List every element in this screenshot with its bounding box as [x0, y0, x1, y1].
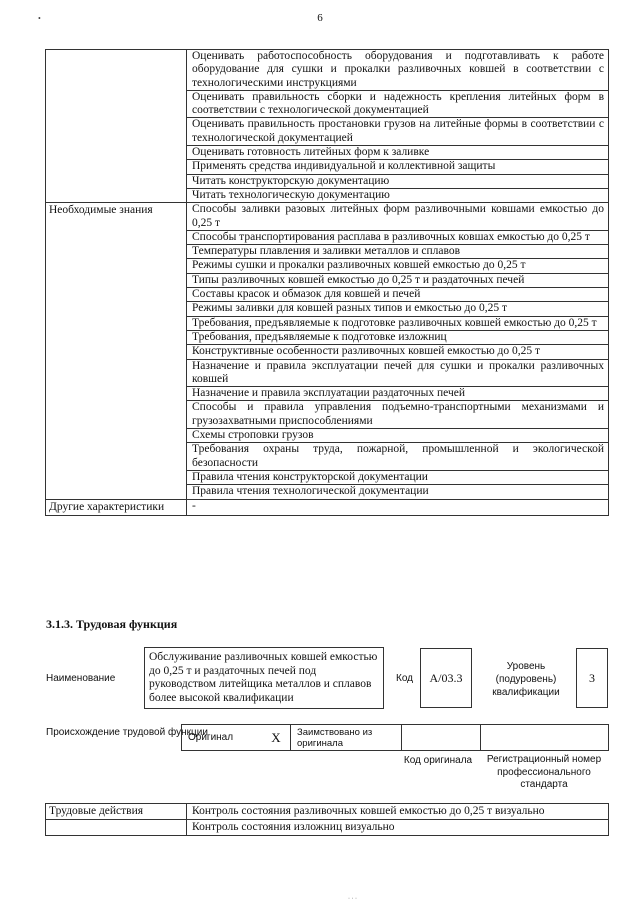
function-name-box: Обслуживание разливочных ковшей емкостью до 0,25 т и раздаточных печей под руководством литейщика металлов и сплавов более высокой квалификации: [144, 647, 384, 709]
row-value: Контроль состояния изложниц визуально: [187, 820, 609, 836]
table-row: [46, 387, 609, 401]
table-row: [46, 118, 609, 146]
table-row: [46, 485, 609, 499]
scan-dot-bottom: · · ·: [348, 896, 357, 902]
table-row: [46, 443, 609, 471]
row-value: -: [187, 499, 609, 515]
original-label: Оригинал: [182, 725, 263, 751]
row-label: Необходимые знания: [46, 203, 187, 231]
row-value: Правила чтения конструкторской документации: [187, 470, 609, 484]
table-row: [46, 160, 609, 174]
table-row: [46, 188, 609, 202]
table-row: [46, 316, 609, 330]
row-label: [46, 820, 187, 836]
row-value: Схемы строповки грузов: [187, 429, 609, 443]
row-label: [46, 485, 187, 499]
code-original-label: Код оригинала: [403, 755, 473, 766]
table-row: [46, 302, 609, 316]
row-label: [46, 50, 187, 91]
origin-label: Происхождение трудовой функции: [46, 727, 208, 738]
row-value: Конструктивные особенности разливочных ковшей емкостью до 0,25 т: [187, 345, 609, 359]
row-label: [46, 316, 187, 330]
qualification-level-box: 3: [576, 648, 608, 708]
row-label: [46, 443, 187, 471]
function-code-box: A/03.3: [420, 648, 472, 708]
original-mark: [262, 725, 291, 751]
row-value: Температуры плавления и заливки металлов и сплавов: [187, 245, 609, 259]
origin-table: [181, 724, 609, 751]
borrowed-label: Заимствовано из оригинала: [291, 725, 402, 751]
code-original-cell: [402, 725, 481, 751]
table-row: [46, 345, 609, 359]
row-label: [46, 245, 187, 259]
reg-number-label: Регистрационный номер профессионального стандарта: [486, 754, 602, 790]
table-row: [46, 259, 609, 273]
table-row: [46, 820, 609, 836]
name-label: Наименование: [46, 673, 116, 684]
row-value: Читать технологическую документацию: [187, 188, 609, 202]
table-row: [46, 401, 609, 429]
row-value: Контроль состояния разливочных ковшей емкостью до 0,25 т визуально: [187, 804, 609, 820]
row-label: [46, 273, 187, 287]
row-label: [46, 359, 187, 387]
row-value: Составы красок и обмазок для ковшей и печей: [187, 288, 609, 302]
row-label: [46, 401, 187, 429]
table-row: [46, 288, 609, 302]
table-row: [46, 90, 609, 118]
table-row: [46, 50, 609, 91]
row-label: [46, 470, 187, 484]
row-value: Оценивать правильность сборки и надежность крепления литейных форм в соответствии с технологической документацией: [187, 90, 609, 118]
row-value: Назначение и правила эксплуатации раздаточных печей: [187, 387, 609, 401]
table-row: [46, 273, 609, 287]
page-number: 6: [317, 12, 323, 24]
row-value: Режимы сушки и прокалки разливочных ковшей емкостью до 0,25 т: [187, 259, 609, 273]
row-label: [46, 90, 187, 118]
qualification-level-label: Уровень (подуровень) квалификации: [492, 661, 560, 698]
table-row: [46, 804, 609, 820]
row-label: [46, 302, 187, 316]
row-value: Оценивать правильность простановки грузов на литейные формы в соответствии с технологической документацией: [187, 118, 609, 146]
row-value: Читать конструкторскую документацию: [187, 174, 609, 188]
table-row: [46, 203, 609, 231]
row-value: Способы и правила управления подъемно-транспортными механизмами и грузозахватными приспособлениями: [187, 401, 609, 429]
table-row: [46, 429, 609, 443]
table-row: [46, 359, 609, 387]
scan-dot: •: [38, 14, 41, 23]
row-value: Требования, предъявляемые к подготовке разливочных ковшей емкостью до 0,25 т: [187, 316, 609, 330]
row-label: [46, 146, 187, 160]
row-value: Способы транспортирования расплава в разливочных ковшах емкостью до 0,25 т: [187, 230, 609, 244]
row-label: [46, 160, 187, 174]
row-label: [46, 188, 187, 202]
row-value: Оценивать работоспособность оборудования и подготавливать к работе оборудование для сушки и прокалки разливочных ковшей в соответствии с технологическими инструкциями: [187, 50, 609, 91]
row-label: [46, 345, 187, 359]
row-label: [46, 174, 187, 188]
table-row: [46, 174, 609, 188]
labor-actions-table: [45, 803, 609, 836]
row-value: Оценивать готовность литейных форм к заливке: [187, 146, 609, 160]
table-row: [46, 245, 609, 259]
row-value: Требования, предъявляемые к подготовке изложниц: [187, 330, 609, 344]
code-label: Код: [396, 673, 414, 684]
row-value: Режимы заливки для ковшей разных типов и емкостью до 0,25 т: [187, 302, 609, 316]
skills-knowledge-table: [45, 49, 609, 516]
row-label: [46, 259, 187, 273]
row-value: Назначение и правила эксплуатации печей для сушки и прокалки разливочных ковшей: [187, 359, 609, 387]
row-label: Трудовые действия: [46, 804, 187, 820]
table-row: [46, 230, 609, 244]
row-value: Требования охраны труда, пожарной, промышленной и экологической безопасности: [187, 443, 609, 471]
row-value: Применять средства индивидуальной и коллективной защиты: [187, 160, 609, 174]
row-value: Правила чтения технологической документации: [187, 485, 609, 499]
original-x-mark: X: [271, 729, 281, 745]
table-row: [46, 146, 609, 160]
row-label: [46, 288, 187, 302]
table-row: [46, 470, 609, 484]
row-label: [46, 230, 187, 244]
reg-number-cell: [481, 725, 609, 751]
table-row: [46, 499, 609, 515]
row-label: Другие характеристики: [46, 499, 187, 515]
row-label: [46, 429, 187, 443]
row-value: Типы разливочных ковшей емкостью до 0,25 т и раздаточных печей: [187, 273, 609, 287]
section-heading: 3.1.3. Трудовая функция: [46, 617, 178, 631]
row-label: [46, 330, 187, 344]
row-label: [46, 118, 187, 146]
row-value: Способы заливки разовых литейных форм разливочными ковшами емкостью до 0,25 т: [187, 203, 609, 231]
row-label: [46, 387, 187, 401]
table-row: [46, 330, 609, 344]
